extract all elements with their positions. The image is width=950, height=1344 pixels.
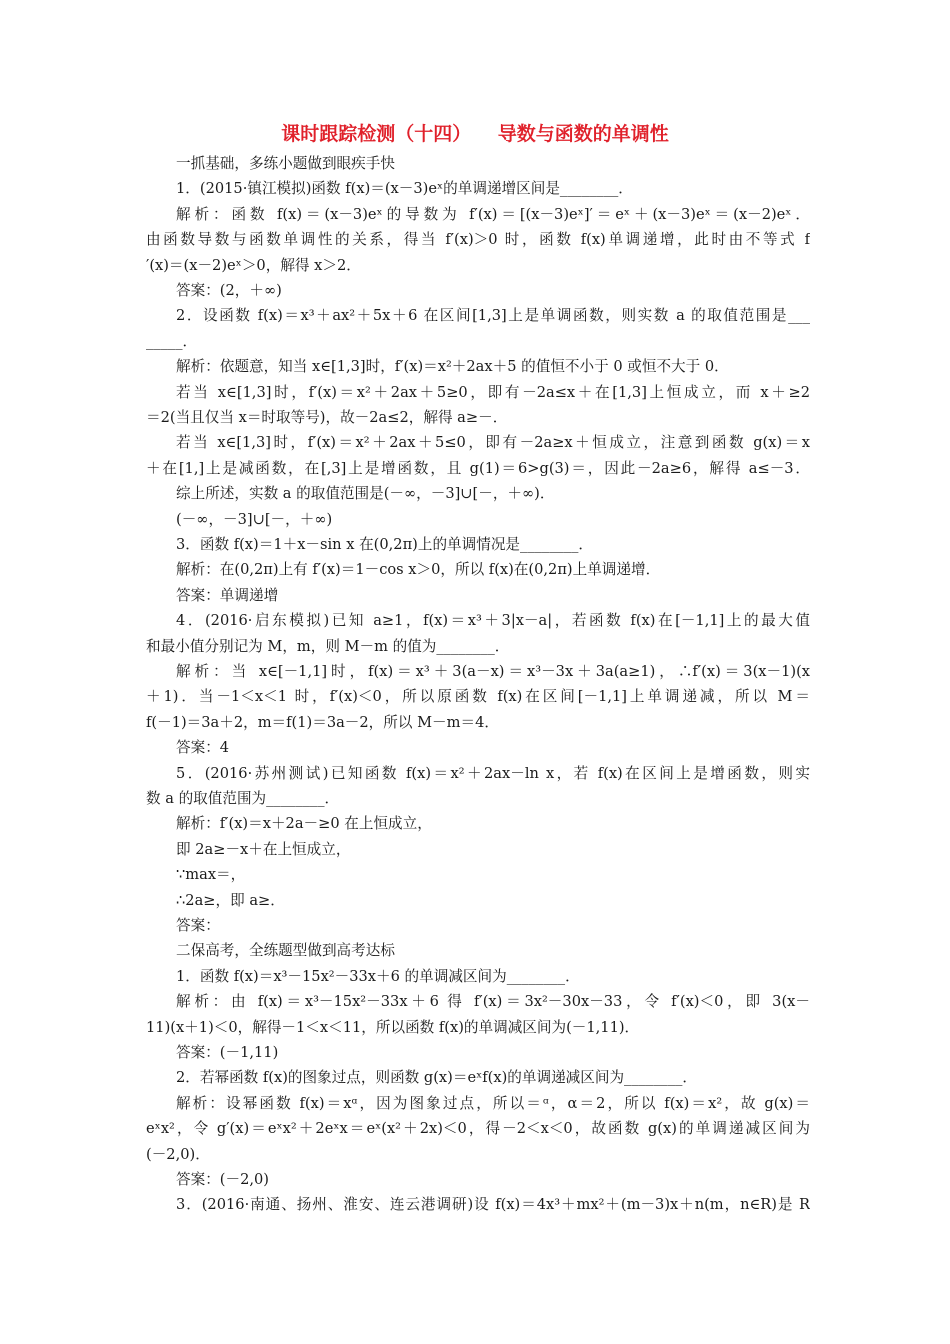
text-line: 一抓基础，多练小题做到眼疾手快	[176, 155, 395, 172]
text-line: 由函数导数与函数单调性的关系，得当 f′(x)＞0 时，函数 f(x)单调递增，此时由不等式 f	[146, 231, 810, 249]
text-line: 2．若幂函数 f(x)的图象过点，则函数 g(x)＝eˣf(x)的单调递减区间为________．	[176, 1069, 698, 1087]
text-line: 解析：依题意，知当 x∈[1,3]时，f′(x)＝x²＋2ax＋5 的值恒不小于 0 或恒不大于 0．	[176, 358, 729, 376]
text-line: 答案：4	[176, 739, 230, 757]
text-line: ∵max＝，	[176, 866, 246, 884]
text-line: 3．函数 f(x)＝1＋x－sin x 在(0,2π)上的单调情况是________．	[176, 536, 593, 553]
text-line: ∴2a≥，即 a≥．	[176, 891, 285, 909]
page-title: 课时跟踪检测（十四） 导数与函数的单调性	[281, 123, 669, 145]
text-line: 5．(2016·苏州测试)已知函数 f(x)＝x²＋2ax－ln x，若 f(x)在区间上是增函数，则实	[176, 764, 810, 782]
text-line: f(－1)＝3a＋2，m＝f(1)＝3a－2，所以 M－m＝4．	[146, 713, 499, 731]
text-line: ＋在[1,]上是减函数，在[,3]上是增函数，且 g(1)＝6>g(3)＝，因此－2a≥6，解得 a≤－3．	[146, 459, 810, 477]
text-line: 数 a 的取值范围为________．	[146, 790, 340, 807]
text-line: 和最小值分别记为 M，m，则 M－m 的值为________．	[146, 637, 510, 655]
text-line: eˣx²，令 g′(x)＝eˣx²＋2eˣx＝eˣ(x²＋2x)＜0，得－2＜x＜0，故函数 g(x)的单调递减区间为	[146, 1120, 810, 1138]
text-line: 答案：(2，＋∞)	[176, 282, 282, 299]
text-line: ＋1)．当－1＜x＜1 时，f′(x)＜0，所以原函数 f(x)在区间[－1,1]上单调递减，所以 M＝	[146, 688, 810, 706]
text-line: 即 2a≥－x＋在上恒成立，	[176, 840, 351, 858]
text-line: 1．函数 f(x)＝x³－15x²－33x＋6 的单调减区间为________．	[176, 967, 580, 985]
text-line: 解析：f′(x)＝x＋2a－≥0 在上恒成立，	[176, 815, 432, 833]
text-line: 答案：	[176, 917, 220, 934]
text-line: 11)(x＋1)＜0，解得－1＜x＜11，所以函数 f(x)的单调减区间为(－1,11)．	[146, 1018, 640, 1036]
text-line: 解析：函数 f(x)＝(x－3)eˣ的导数为 f′(x)＝[(x－3)eˣ]′＝eˣ＋(x－3)eˣ＝(x－2)eˣ．	[176, 205, 810, 223]
text-line: 1．(2015·镇江模拟)函数 f(x)＝(x－3)eˣ的单调递增区间是________．	[176, 180, 633, 198]
text-line: 若当 x∈[1,3]时，f′(x)＝x²＋2ax＋5≥0，即有－2a≤x＋在[1,3]上恒成立，而 x＋≥2	[176, 383, 810, 401]
text-line: 3．(2016·南通、扬州、淮安、连云港调研)设 f(x)＝4x³＋mx²＋(m－3)x＋n(m，n∈R)是 R	[176, 1196, 810, 1214]
text-line: 2．设函数 f(x)＝x³＋ax²＋5x＋6 在区间[1,3]上是单调函数，则实数 a 的取值范围是___	[176, 307, 810, 325]
text-line: 答案：单调递增	[176, 586, 279, 604]
text-line: 答案：(－2,0)	[176, 1171, 269, 1188]
text-line: ′(x)＝(x－2)eˣ＞0，解得 x＞2．	[146, 256, 361, 274]
text-line: ＝2(当且仅当 x＝时取等号)，故－2a≤2，解得 a≥－．	[146, 409, 508, 426]
text-line: (－∞，－3]∪[－，＋∞)	[176, 510, 333, 528]
text-line: 解析：当 x∈[－1,1]时，f(x)＝x³＋3(a－x)＝x³－3x＋3a(a≥1)，∴f′(x)＝3(x－1)(x	[176, 663, 810, 680]
text-line: 若当 x∈[1,3]时，f′(x)＝x²＋2ax＋5≤0，即有－2a≥x＋恒成立，注意到函数 g(x)＝x	[176, 434, 810, 452]
text-line: 解析：由 f(x)＝x³－15x²－33x＋6 得 f′(x)＝3x²－30x－33，令 f′(x)＜0，即 3(x－	[176, 993, 810, 1011]
text-line: 二保高考，全练题型做到高考达标	[176, 942, 395, 960]
text-line: 综上所述，实数 a 的取值范围是(－∞，－3]∪[－，＋∞)．	[176, 485, 555, 503]
text-line: _____．	[146, 332, 198, 350]
text-line: 4．(2016·启东模拟)已知 a≥1，f(x)＝x³＋3|x－a|，若函数 f(x)在[－1,1]上的最大值	[176, 612, 810, 630]
text-line: 解析：设幂函数 f(x)＝xᵅ，因为图象过点，所以＝ᵅ，α＝2，所以 f(x)＝x²，故 g(x)＝	[176, 1094, 810, 1112]
text-line: (－2,0)．	[146, 1145, 210, 1163]
text-line: 答案：(－1,11)	[176, 1044, 279, 1061]
text-line: 解析：在(0,2π)上有 f′(x)＝1－cos x＞0，所以 f(x)在(0,2π)上单调递增．	[176, 561, 661, 579]
